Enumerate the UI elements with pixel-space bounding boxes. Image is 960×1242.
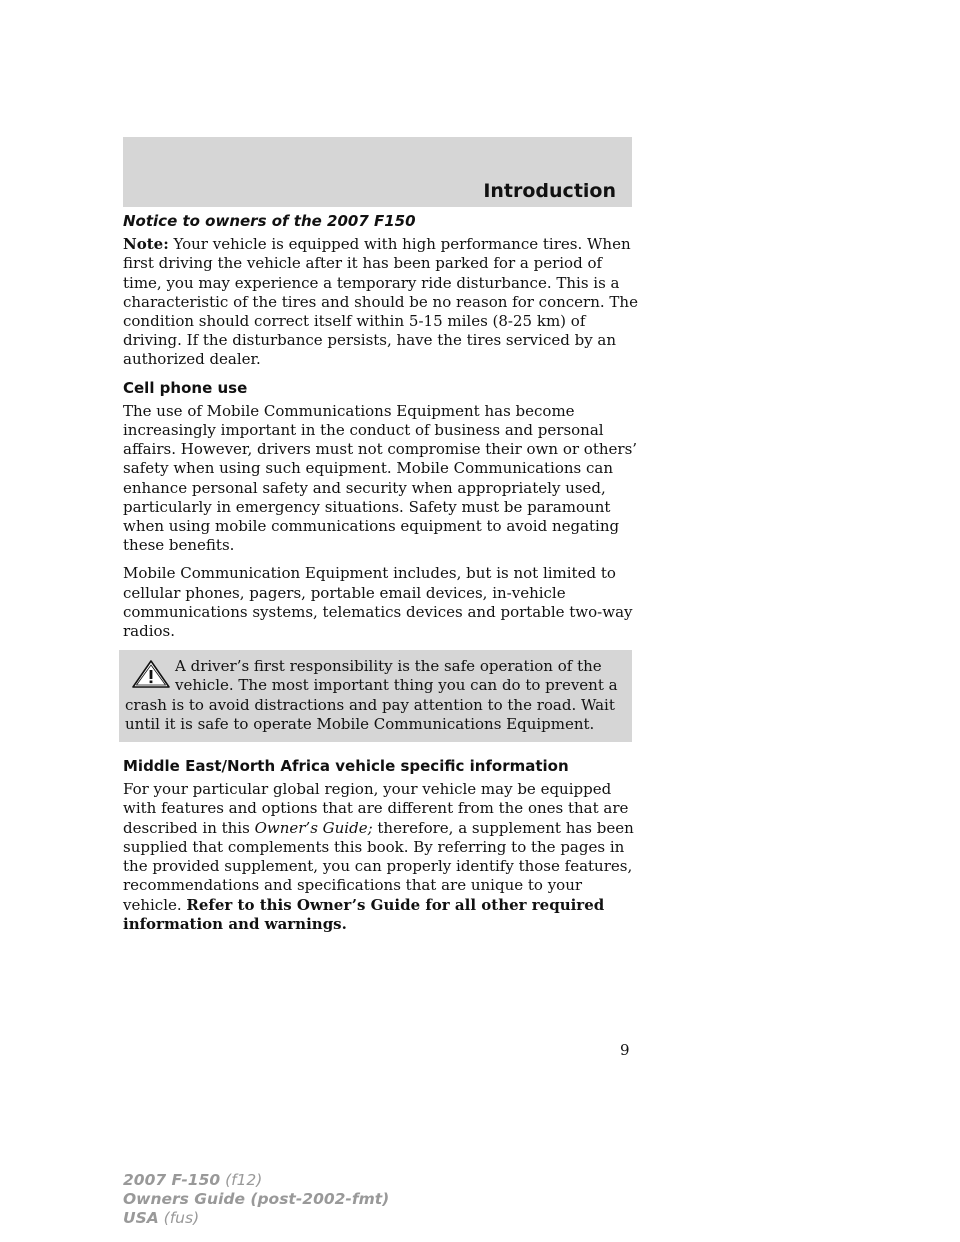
warning-text: A driver’s first responsibility is the safe operation of the vehicle. The most important thing you can do to prevent a crash is to avoid distractions and pay attention to the road. Wait until it is safe to operate Mobile Communications Equipment. (125, 657, 618, 733)
footer-region-code: (fus) (158, 1209, 200, 1227)
note-text: Your vehicle is equipped with high performance tires. When first driving the vehicle after it has been parked for a period of time, you may experience a temporary ride disturbance. This is a characteristic of the tires and should be no reason for concern. The condition should correct itself within 5-15 miles (8-25 km) of driving. If the disturbance persists, have the tires serviced by an authorized dealer. (123, 235, 638, 369)
cell-phone-paragraph-1: The use of Mobile Communications Equipment has become increasingly important in the conduct of business and personal affairs. However, drivers must not compromise their own or others’ safety when using such equipment. Mobile Communications can enhance personal safety and security when appropriately used, particularly in emergency situations. Safety must be paramount when using mobile communications equipment to avoid negating these benefits. (123, 401, 638, 555)
warning-triangle-icon (131, 659, 171, 689)
owners-guide-italic: Owner’s Guide; (254, 818, 373, 837)
footer-info (123, 1171, 389, 1228)
cell-phone-paragraph-2: Mobile Communication Equipment includes, but is not limited to cellular phones, pagers, portable email devices, in-vehicle communications systems, telematics devices and portable two-way radios. (123, 564, 633, 641)
refer-bold-text: Refer to this Owner’s Guide for all other required information and warnings. (123, 895, 605, 933)
middle-east-heading: Middle East/North Africa vehicle specific information (123, 757, 569, 776)
footer-line-3 (123, 1209, 389, 1228)
middle-east-paragraph (123, 780, 638, 934)
page-content (123, 212, 638, 943)
footer-line-1 (123, 1171, 389, 1190)
warning-box (119, 650, 632, 742)
middle-east-text-a: For your particular global region, your vehicle may be equipped with features and options that are different from the ones that are described in this (123, 780, 629, 837)
footer-line-2: Owners Guide (post-2002-fmt) (123, 1190, 390, 1208)
footer-model-code: (f12) (220, 1171, 263, 1189)
notice-heading: Notice to owners of the 2007 F150 (123, 212, 416, 230)
section-header (123, 137, 632, 207)
page-number: 9 (620, 1041, 630, 1059)
footer-model: 2007 F-150 (123, 1171, 221, 1189)
cell-phone-heading: Cell phone use (123, 378, 248, 397)
middle-east-text-b: therefore, a supplement has been supplied that complements this book. By referring to the pages in the provided supplement, you can properly identify those features, recommendations and specifications that are unique to your vehicle. (123, 818, 634, 914)
section-title: Introduction (483, 180, 616, 202)
footer-region: USA (123, 1209, 159, 1227)
note-label: Note: (123, 235, 169, 254)
notice-paragraph (123, 235, 638, 369)
